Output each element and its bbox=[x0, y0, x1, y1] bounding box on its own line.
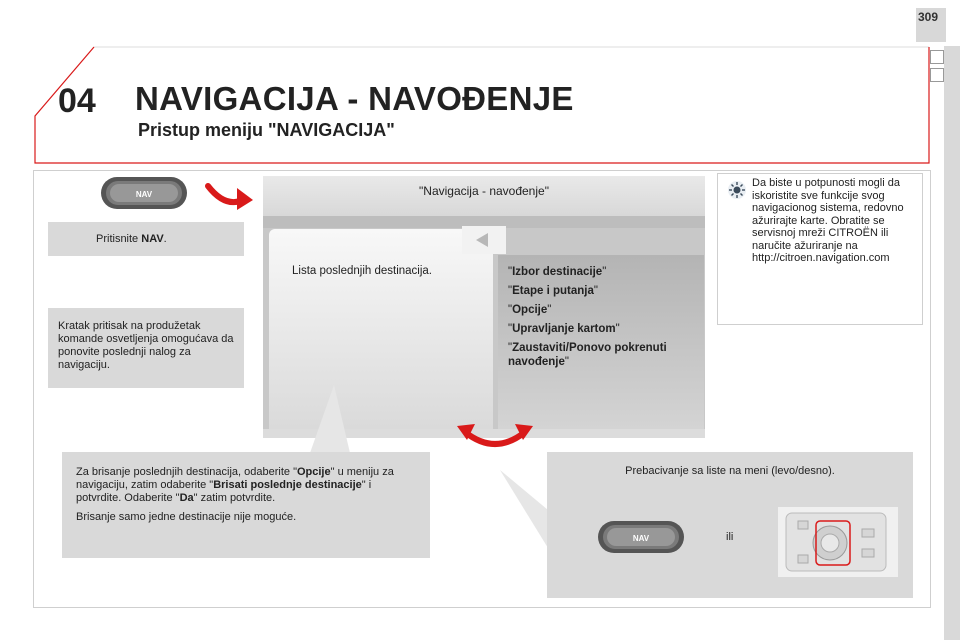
side-strip bbox=[944, 46, 960, 640]
menu-list bbox=[508, 265, 698, 374]
chapter-number: 04 bbox=[58, 82, 96, 120]
info-text: Da biste u potpunosti mogli da iskoristite sve funkcije svog navigacionog sistema, redovno ažurirajte karte. Obratite se servisnoj mreži CITROËN ili naručite ažuriranje na http://citroen.navigation.com bbox=[752, 177, 904, 264]
press-nav-suffix: . bbox=[163, 233, 167, 245]
press-nav-text: Pritisnite bbox=[96, 233, 142, 245]
screen-title: "Navigacija - navođenje" bbox=[419, 184, 549, 198]
press-nav-bold: NAV bbox=[141, 233, 164, 245]
delete-destinations-box bbox=[62, 452, 430, 558]
menu-item-destination-select[interactable]: "Izbor destinacije" bbox=[508, 266, 607, 278]
callout-pointer-2 bbox=[500, 470, 550, 550]
nav-button[interactable] bbox=[100, 173, 188, 213]
menu-item-stop-resume-guidance[interactable]: "Zaustaviti/Ponovo pokrenuti navođenje" bbox=[508, 342, 667, 368]
back-arrow-icon bbox=[472, 231, 492, 249]
red-arrow-icon bbox=[205, 180, 255, 215]
nav-button-2[interactable] bbox=[597, 517, 685, 557]
recent-destinations-label: Lista poslednjih destinacija. bbox=[292, 265, 433, 277]
press-nav-box bbox=[48, 222, 244, 256]
menu-item-map-management[interactable]: "Upravljanje kartom" bbox=[508, 323, 620, 335]
delete-instructions: Za brisanje poslednjih destinacija, odaberite "Opcije" u meniju za navigaciju, zatim odaberite "Brisati poslednje destinacije" i potvrdite. Odaberite "Da" zatim potvrdite. bbox=[76, 466, 394, 504]
menu-item-options[interactable]: "Opcije" bbox=[508, 304, 552, 316]
switch-text: Prebacivanje sa liste na meni (levo/desno). bbox=[625, 465, 835, 477]
page-title: NAVIGACIJA - NAVOĐENJE bbox=[135, 80, 574, 117]
or-label: ili bbox=[726, 531, 734, 543]
control-dial-image bbox=[778, 507, 898, 577]
page-number: 309 bbox=[917, 10, 939, 24]
nav-button-2-label: NAV bbox=[632, 534, 650, 543]
menu-item-stages-route[interactable]: "Etape i putanja" bbox=[508, 285, 598, 297]
page-subtitle: Pristup meniju "NAVIGACIJA" bbox=[138, 120, 395, 140]
short-press-box bbox=[48, 308, 244, 388]
short-press-text: Kratak pritisak na produžetak komande osvetljenja omogućava da ponovite poslednji nalog za navigaciju. bbox=[58, 320, 234, 371]
delete-note: Brisanje samo jedne destinacije nije moguće. bbox=[76, 511, 297, 523]
switch-arrows-icon bbox=[455, 418, 535, 458]
nav-button-label: NAV bbox=[135, 190, 153, 199]
info-sun-icon bbox=[727, 180, 747, 200]
callout-pointer bbox=[300, 385, 360, 455]
